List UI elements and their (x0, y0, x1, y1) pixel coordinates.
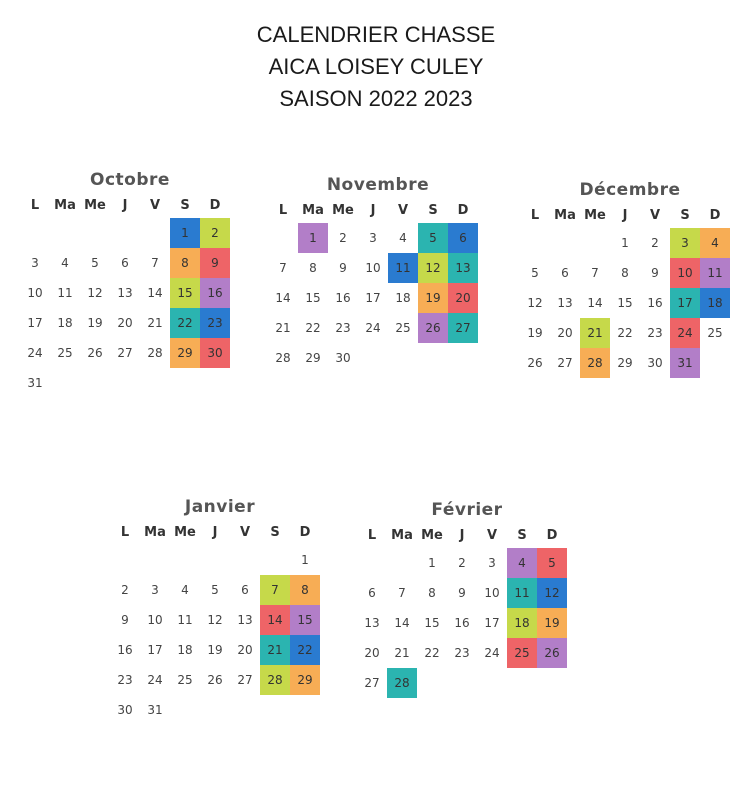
day-cell: 20 (237, 643, 253, 657)
weekday-header: S (517, 528, 527, 543)
day-cell: 30 (647, 356, 663, 370)
day-cell: 21 (147, 316, 163, 330)
weekday-header: V (649, 208, 661, 223)
day-cell: 27 (237, 673, 253, 687)
hunt-day-cell: 5 (537, 548, 567, 578)
day-cell: 24 (27, 346, 43, 360)
weekday-header: D (299, 525, 311, 540)
hunt-day-cell: 21 (580, 318, 610, 348)
day-cell: 2 (651, 236, 659, 250)
day-cell: 10 (484, 586, 500, 600)
weekday-header: L (30, 198, 40, 213)
day-cell: 29 (617, 356, 633, 370)
day-cell: 3 (488, 556, 496, 570)
weekday-header: J (212, 525, 218, 540)
hunt-day-cell: 13 (448, 253, 478, 283)
day-cell: 16 (454, 616, 470, 630)
day-cell: 14 (587, 296, 603, 310)
day-cell: 8 (309, 261, 317, 275)
hunt-day-cell: 19 (418, 283, 448, 313)
weekday-header: V (397, 203, 409, 218)
weekday-header: Ma (391, 528, 413, 543)
hunt-day-cell: 6 (448, 223, 478, 253)
weekday-header: D (209, 198, 221, 213)
weekday-header: S (680, 208, 690, 223)
day-cell: 26 (527, 356, 543, 370)
hunt-day-cell: 22 (290, 635, 320, 665)
hunt-day-cell: 8 (170, 248, 200, 278)
day-cell: 27 (364, 676, 380, 690)
month-octobre (20, 170, 240, 430)
day-cell: 16 (647, 296, 663, 310)
hunt-day-cell: 19 (537, 608, 567, 638)
day-cell: 12 (207, 613, 223, 627)
hunt-day-cell: 4 (700, 228, 730, 258)
day-cell: 2 (339, 231, 347, 245)
weekday-header: D (709, 208, 721, 223)
hunt-day-cell: 26 (418, 313, 448, 343)
day-cell: 17 (27, 316, 43, 330)
hunt-day-cell: 1 (298, 223, 328, 253)
hunt-day-cell: 23 (200, 308, 230, 338)
day-cell: 23 (117, 673, 133, 687)
hunt-day-cell: 11 (388, 253, 418, 283)
hunt-day-cell: 28 (387, 668, 417, 698)
day-cell: 5 (91, 256, 99, 270)
hunt-day-cell: 11 (700, 258, 730, 288)
day-cell: 25 (395, 321, 411, 335)
day-cell: 31 (27, 376, 43, 390)
weekday-header: Ma (54, 198, 76, 213)
hunt-day-cell: 4 (507, 548, 537, 578)
day-cell: 21 (394, 646, 410, 660)
weekday-header: Me (174, 525, 196, 540)
day-cell: 5 (531, 266, 539, 280)
weekday-header: Me (84, 198, 106, 213)
day-cell: 6 (368, 586, 376, 600)
day-cell: 1 (301, 553, 309, 567)
hunt-day-cell: 1 (170, 218, 200, 248)
weekday-header: V (486, 528, 498, 543)
hunt-day-cell: 15 (290, 605, 320, 635)
day-cell: 9 (339, 261, 347, 275)
weekday-header: S (180, 198, 190, 213)
weekday-header: Ma (554, 208, 576, 223)
weekday-header: D (546, 528, 558, 543)
day-cell: 25 (57, 346, 73, 360)
weekday-header: Me (421, 528, 443, 543)
day-cell: 17 (484, 616, 500, 630)
day-cell: 27 (117, 346, 133, 360)
day-cell: 30 (117, 703, 133, 717)
hunt-day-cell: 18 (507, 608, 537, 638)
hunt-day-cell: 26 (537, 638, 567, 668)
hunt-day-cell: 31 (670, 348, 700, 378)
hunt-day-cell: 2 (200, 218, 230, 248)
hunt-day-cell: 17 (670, 288, 700, 318)
day-cell: 21 (275, 321, 291, 335)
weekday-header: Me (584, 208, 606, 223)
day-cell: 7 (591, 266, 599, 280)
day-cell: 12 (527, 296, 543, 310)
day-cell: 15 (424, 616, 440, 630)
hunt-day-cell: 12 (537, 578, 567, 608)
day-cell: 14 (147, 286, 163, 300)
weekday-header: L (367, 528, 377, 543)
day-cell: 7 (151, 256, 159, 270)
day-cell: 3 (369, 231, 377, 245)
day-cell: 18 (395, 291, 411, 305)
day-cell: 1 (428, 556, 436, 570)
month-decembre (520, 180, 740, 440)
month-name: Janvier (184, 497, 256, 517)
hunt-day-cell: 15 (170, 278, 200, 308)
day-cell: 8 (621, 266, 629, 280)
day-cell: 4 (61, 256, 69, 270)
title-line-3: SAISON 2022 2023 (279, 86, 473, 111)
day-cell: 9 (458, 586, 466, 600)
day-cell: 22 (424, 646, 440, 660)
weekday-header: J (370, 203, 376, 218)
day-cell: 28 (275, 351, 291, 365)
hunt-day-cell: 7 (260, 575, 290, 605)
hunt-day-cell: 14 (260, 605, 290, 635)
weekday-header: J (459, 528, 465, 543)
month-fevrier (357, 500, 577, 760)
hunt-day-cell: 5 (418, 223, 448, 253)
day-cell: 23 (335, 321, 351, 335)
day-cell: 19 (527, 326, 543, 340)
day-cell: 13 (557, 296, 573, 310)
day-cell: 6 (121, 256, 129, 270)
day-cell: 25 (177, 673, 193, 687)
weekday-header: S (428, 203, 438, 218)
day-cell: 28 (147, 346, 163, 360)
weekday-header: V (239, 525, 251, 540)
hunt-day-cell: 25 (507, 638, 537, 668)
hunt-day-cell: 29 (170, 338, 200, 368)
day-cell: 6 (241, 583, 249, 597)
title-line-2: AICA LOISEY CULEY (268, 54, 484, 79)
weekday-header: D (457, 203, 469, 218)
hunt-day-cell: 24 (670, 318, 700, 348)
day-cell: 24 (365, 321, 381, 335)
weekday-header: L (120, 525, 130, 540)
day-cell: 13 (237, 613, 253, 627)
weekday-header: Ma (144, 525, 166, 540)
month-name: Février (431, 500, 503, 520)
day-cell: 31 (147, 703, 163, 717)
month-name: Octobre (90, 170, 170, 190)
day-cell: 9 (651, 266, 659, 280)
weekday-header: J (622, 208, 628, 223)
day-cell: 22 (305, 321, 321, 335)
day-cell: 10 (365, 261, 381, 275)
day-cell: 7 (398, 586, 406, 600)
hunt-day-cell: 22 (170, 308, 200, 338)
day-cell: 30 (335, 351, 351, 365)
day-cell: 16 (117, 643, 133, 657)
weekday-header: L (530, 208, 540, 223)
day-cell: 2 (121, 583, 129, 597)
day-cell: 11 (57, 286, 73, 300)
day-cell: 17 (365, 291, 381, 305)
day-cell: 11 (177, 613, 193, 627)
day-cell: 14 (275, 291, 291, 305)
day-cell: 10 (27, 286, 43, 300)
day-cell: 2 (458, 556, 466, 570)
hunt-day-cell: 28 (580, 348, 610, 378)
day-cell: 25 (707, 326, 723, 340)
day-cell: 26 (87, 346, 103, 360)
day-cell: 17 (147, 643, 163, 657)
day-cell: 20 (557, 326, 573, 340)
day-cell: 19 (207, 643, 223, 657)
day-cell: 18 (177, 643, 193, 657)
weekday-header: S (270, 525, 280, 540)
day-cell: 15 (617, 296, 633, 310)
day-cell: 23 (454, 646, 470, 660)
day-cell: 23 (647, 326, 663, 340)
hunt-day-cell: 30 (200, 338, 230, 368)
weekday-header: V (149, 198, 161, 213)
day-cell: 18 (57, 316, 73, 330)
hunt-day-cell: 3 (670, 228, 700, 258)
day-cell: 29 (305, 351, 321, 365)
day-cell: 19 (87, 316, 103, 330)
day-cell: 16 (335, 291, 351, 305)
day-cell: 14 (394, 616, 410, 630)
day-cell: 24 (484, 646, 500, 660)
hunt-day-cell: 8 (290, 575, 320, 605)
title-line-1: CALENDRIER CHASSE (256, 22, 496, 47)
day-cell: 3 (151, 583, 159, 597)
hunt-day-cell: 10 (670, 258, 700, 288)
hunt-day-cell: 11 (507, 578, 537, 608)
hunt-day-cell: 12 (418, 253, 448, 283)
day-cell: 22 (617, 326, 633, 340)
day-cell: 4 (181, 583, 189, 597)
month-novembre (268, 175, 488, 435)
day-cell: 27 (557, 356, 573, 370)
day-cell: 1 (621, 236, 629, 250)
day-cell: 9 (121, 613, 129, 627)
hunt-day-cell: 27 (448, 313, 478, 343)
weekday-header: L (278, 203, 288, 218)
day-cell: 20 (364, 646, 380, 660)
day-cell: 26 (207, 673, 223, 687)
month-janvier (110, 497, 330, 757)
weekday-header: J (122, 198, 128, 213)
hunt-day-cell: 21 (260, 635, 290, 665)
hunt-day-cell: 20 (448, 283, 478, 313)
day-cell: 24 (147, 673, 163, 687)
day-cell: 4 (399, 231, 407, 245)
day-cell: 5 (211, 583, 219, 597)
day-cell: 6 (561, 266, 569, 280)
hunt-day-cell: 18 (700, 288, 730, 318)
hunt-day-cell: 28 (260, 665, 290, 695)
month-name: Novembre (326, 175, 430, 195)
day-cell: 10 (147, 613, 163, 627)
weekday-header: Me (332, 203, 354, 218)
day-cell: 8 (428, 586, 436, 600)
day-cell: 15 (305, 291, 321, 305)
day-cell: 7 (279, 261, 287, 275)
weekday-header: Ma (302, 203, 324, 218)
day-cell: 13 (117, 286, 133, 300)
month-name: Décembre (579, 180, 681, 200)
hunt-day-cell: 16 (200, 278, 230, 308)
day-cell: 3 (31, 256, 39, 270)
hunt-day-cell: 9 (200, 248, 230, 278)
calendar-title (0, 20, 752, 116)
hunt-day-cell: 29 (290, 665, 320, 695)
day-cell: 13 (364, 616, 380, 630)
day-cell: 20 (117, 316, 133, 330)
day-cell: 12 (87, 286, 103, 300)
